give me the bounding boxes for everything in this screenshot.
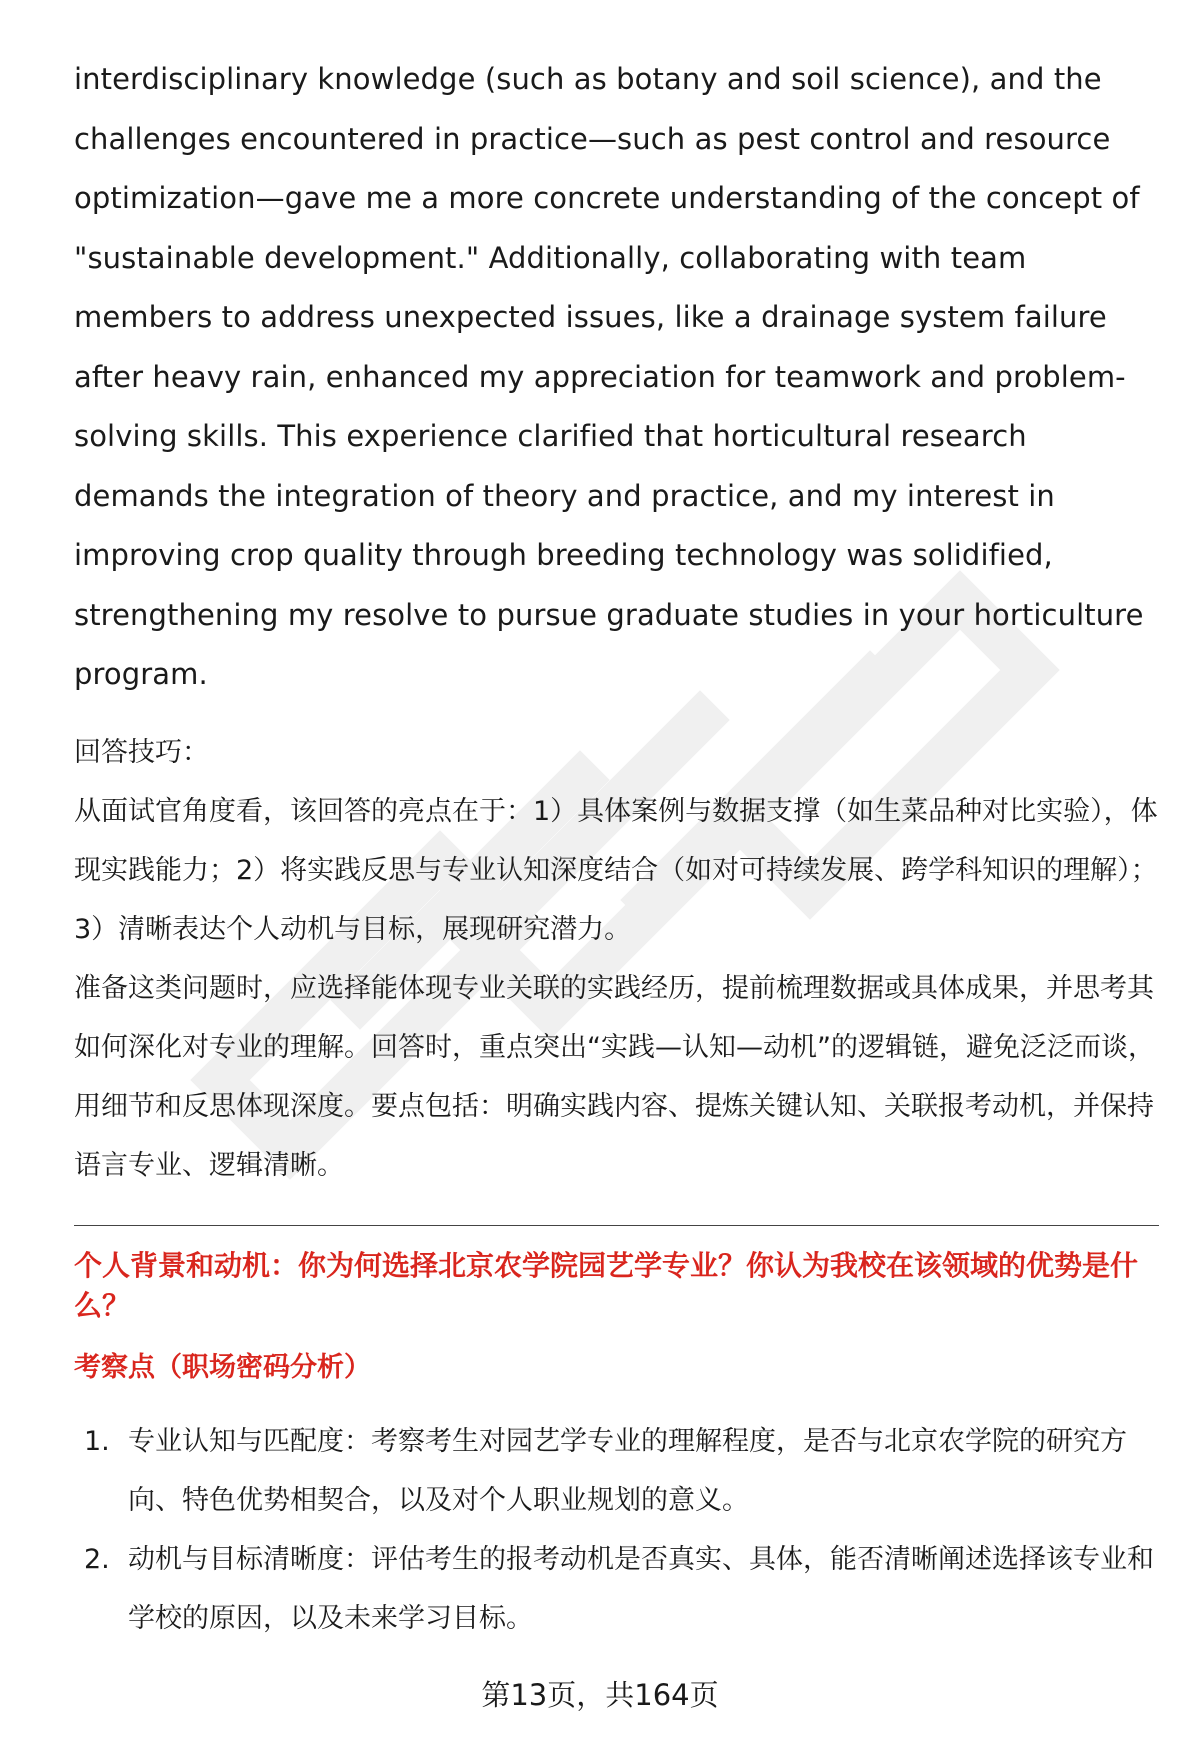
tips-heading: 回答技巧： (74, 736, 209, 768)
list-item-number: 1. (84, 1425, 110, 1457)
assessment-points-list (74, 1412, 1159, 1648)
list-item-number: 2. (84, 1543, 110, 1575)
page-content (74, 50, 1159, 1648)
section-divider (74, 1225, 1159, 1226)
tips-section (74, 723, 1159, 1195)
list-item-text: 专业认知与匹配度：考察考生对园艺学专业的理解程度，是否与北京农学院的研究方向、特色优势相契合，以及对个人职业规划的意义。 (128, 1425, 1127, 1516)
list-item (74, 1412, 1159, 1530)
tips-paragraph-1: 从面试官角度看，该回答的亮点在于：1）具体案例与数据支撑（如生菜品种对比实验），体现实践能力；2）将实践反思与专业认知深度结合（如对可持续发展、跨学科知识的理解）；3）清晰表达个人动机与目标，展现研究潜力。 (74, 795, 1158, 945)
list-item-text: 动机与目标清晰度：评估考生的报考动机是否真实、具体，能否清晰阐述选择该专业和学校的原因，以及未来学习目标。 (128, 1543, 1154, 1634)
page-number-footer: 第13页，共164页 (481, 1678, 719, 1712)
tips-paragraph-2: 准备这类问题时，应选择能体现专业关联的实践经历，提前梳理数据或具体成果，并思考其如何深化对专业的理解。回答时，重点突出“实践—认知—动机”的逻辑链，避免泛泛而谈，用细节和反思体现深度。要点包括：明确实践内容、提炼关键认知、关联报考动机，并保持语言专业、逻辑清晰。 (74, 972, 1155, 1181)
question-title: 个人背景和动机：你为何选择北京农学院园艺学专业？你认为我校在该领域的优势是什么？ (74, 1248, 1139, 1322)
list-item (74, 1530, 1159, 1648)
assessment-subheading: 考察点（职场密码分析） (74, 1351, 371, 1383)
english-answer-paragraph: interdisciplinary knowledge (such as botany and soil science), and the challenges encountered in practice—such as pest control and resource optimization—gave me a more concrete understanding of the concept of "sustainable development." Additionally, collaborating with team members to address unexpected issues, like a drainage system failure after heavy rain, enhanced my appreciation for teamwork and problem-solving skills. This experience clarified that horticultural research demands the integration of theory and practice, and my interest in improving crop quality through breeding technology was solidified, strengthening my resolve to pursue graduate studies in your horticulture program. (74, 62, 1144, 691)
